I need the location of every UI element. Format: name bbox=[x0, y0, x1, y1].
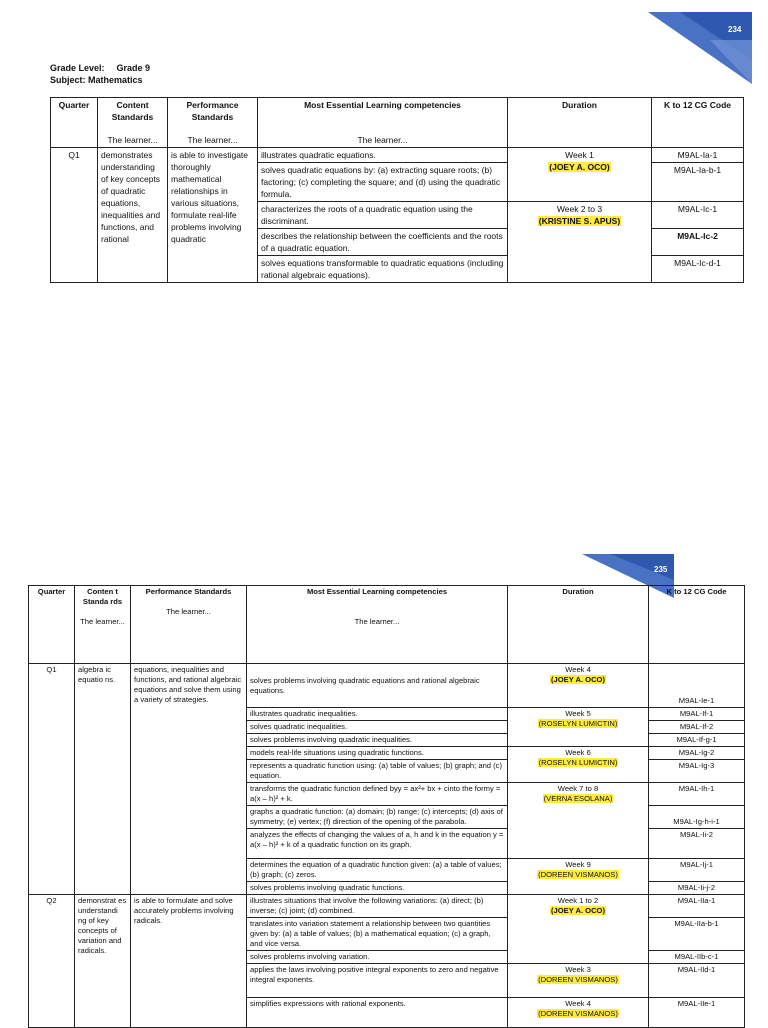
header-content-standards: Content Standards The learner... bbox=[98, 98, 168, 148]
competency-cell: analyzes the effects of changing the values of a, h and k in the equation y = a(x – h)² + k of a quadratic function on its graph. bbox=[247, 829, 508, 859]
code-cell: M9AL-If-1 bbox=[649, 708, 745, 721]
header-duration: Duration bbox=[508, 98, 652, 148]
page-number: 235 bbox=[654, 565, 668, 574]
code-cell: M9AL-Ig-h-i-1 bbox=[649, 806, 745, 829]
duration-cell: Week 1 to 2 (JOEY A. OCO) bbox=[508, 895, 649, 964]
code-cell: M9AL-IIa-b-1 bbox=[649, 918, 745, 951]
competency-cell: simplifies expressions with rational exponents. bbox=[247, 998, 508, 1028]
code-cell: M9AL-Ii-2 bbox=[649, 829, 745, 859]
curriculum-table-q1 bbox=[50, 97, 744, 283]
duration-cell: Week 7 to 8 (VERNA ESOLANA) bbox=[508, 783, 649, 859]
duration-cell: Week 3 (DOREEN VISMANOS) bbox=[508, 964, 649, 998]
competency-cell: represents a quadratic function using: (a) table of values; (b) graph; and (c) equation. bbox=[247, 760, 508, 783]
code-cell: M9AL-Ig-2 bbox=[649, 747, 745, 760]
competency-cell: solves quadratic inequalities. bbox=[247, 721, 508, 734]
competency-cell: describes the relationship between the coefficients and the roots of a quadratic equation. bbox=[258, 229, 508, 256]
code-cell: M9AL-Ii-j-2 bbox=[649, 882, 745, 895]
curriculum-table-q1-q2 bbox=[28, 585, 745, 1028]
quarter-cell: Q1 bbox=[51, 148, 98, 283]
header-performance-standards: Performance Standards The learner... bbox=[168, 98, 258, 148]
performance-standard-cell: is able to formulate and solve accurately problems involving radicals. bbox=[131, 895, 247, 1028]
table-row bbox=[29, 895, 745, 918]
competency-cell: applies the laws involving positive integral exponents to zero and negative integral exponents. bbox=[247, 964, 508, 998]
teacher-highlight: (JOEY A. OCO) bbox=[550, 675, 605, 684]
code-cell: M9AL-Ic-1 bbox=[652, 202, 744, 229]
header-duration: Duration bbox=[508, 586, 649, 664]
competency-cell: solves problems involving quadratic functions. bbox=[247, 882, 508, 895]
page-corner-banner bbox=[640, 0, 768, 90]
competency-cell: solves equations transformable to quadratic equations (including rational algebraic equations). bbox=[258, 256, 508, 283]
code-cell: M9AL-Ic-2 bbox=[652, 229, 744, 256]
competency-cell: characterizes the roots of a quadratic equation using the discriminant. bbox=[258, 202, 508, 229]
header-competencies: Most Essential Learning competencies The learner... bbox=[258, 98, 508, 148]
grade-label: Grade Level: bbox=[50, 63, 105, 73]
code-cell: M9AL-IIb-c-1 bbox=[649, 951, 745, 964]
duration-cell: Week 9 (DOREEN VISMANOS) bbox=[508, 859, 649, 895]
header-code: K to 12 CG Code bbox=[649, 586, 745, 664]
code-cell: M9AL-IIa-1 bbox=[649, 895, 745, 918]
competency-cell: solves problems involving quadratic inequalities. bbox=[247, 734, 508, 747]
duration-cell: Week 4 (DOREEN VISMANOS) bbox=[508, 998, 649, 1028]
competency-cell: solves quadratic equations by: (a) extracting square roots; (b) factoring; (c) completing the square; and (d) using the quadratic formula. bbox=[258, 163, 508, 202]
code-cell: M9AL-Ie-1 bbox=[649, 664, 745, 708]
content-standard-cell: demonstrat es understandi ng of key concepts of variation and radicals. bbox=[75, 895, 131, 1028]
header-content-standards: Conten t Standa rds The learner... bbox=[75, 586, 131, 664]
teacher-highlight: (DOREEN VISMANOS) bbox=[538, 975, 618, 984]
competency-cell: models real-life situations using quadratic functions. bbox=[247, 747, 508, 760]
duration-cell: Week 6 (ROSELYN LUMICTIN) bbox=[508, 747, 649, 783]
subject-label: Subject: Mathematics bbox=[50, 75, 143, 85]
competency-cell: transforms the quadratic function defined byy = ax²+ bx + cinto the formy = a(x – h)² + k. bbox=[247, 783, 508, 806]
code-cell: M9AL-Ia-1 bbox=[652, 148, 744, 163]
grade-value: Grade 9 bbox=[116, 63, 151, 73]
teacher-highlight: (JOEY A. OCO) bbox=[549, 162, 610, 172]
code-cell: M9AL-If-2 bbox=[649, 721, 745, 734]
teacher-highlight: (DOREEN VISMANOS) bbox=[538, 870, 618, 879]
teacher-highlight: (ROSELYN LUMICTIN) bbox=[538, 758, 618, 767]
header-competencies: Most Essential Learning competencies The learner... bbox=[247, 586, 508, 664]
code-cell: M9AL-IId-1 bbox=[649, 964, 745, 998]
table-header-row bbox=[51, 98, 744, 148]
duration-cell: Week 5 (ROSELYN LUMICTIN) bbox=[508, 708, 649, 747]
competency-cell: translates into variation statement a relationship between two quantities given by: (a) a table of values; (b) a mathematical equation; (c) a graph, and vice versa. bbox=[247, 918, 508, 951]
content-standard-cell: algebra ic equatio ns. bbox=[75, 664, 131, 895]
competency-cell: graphs a quadratic function: (a) domain; (b) range; (c) intercepts; (d) axis of symmetry; (e) vertex; (f) direction of the opening of the parabola. bbox=[247, 806, 508, 829]
document-meta bbox=[50, 62, 150, 86]
competency-cell: illustrates situations that involve the following variations: (a) direct; (b) inverse; (c) joint; (d) combined. bbox=[247, 895, 508, 918]
performance-standard-cell: equations, inequalities and functions, and rational algebraic equations and solve them using a variety of strategies. bbox=[131, 664, 247, 895]
code-cell: M9AL-Ig-3 bbox=[649, 760, 745, 783]
competency-cell: determines the equation of a quadratic function given: (a) a table of values; (b) graph; (c) zeros. bbox=[247, 859, 508, 882]
teacher-highlight: (ROSELYN LUMICTIN) bbox=[538, 719, 618, 728]
duration-cell: Week 4 (JOEY A. OCO) bbox=[508, 664, 649, 708]
table-header-row bbox=[29, 586, 745, 664]
header-quarter: Quarter bbox=[51, 98, 98, 148]
header-quarter: Quarter bbox=[29, 586, 75, 664]
header-performance-standards: Performance Standards The learner... bbox=[131, 586, 247, 664]
code-cell: M9AL-Ih-1 bbox=[649, 783, 745, 806]
code-cell: M9AL-Ij-1 bbox=[649, 859, 745, 882]
code-cell: M9AL-Ic-d-1 bbox=[652, 256, 744, 283]
teacher-highlight: (KRISTINE S. APUS) bbox=[538, 216, 621, 226]
quarter-cell: Q2 bbox=[29, 895, 75, 1028]
duration-cell: Week 1 (JOEY A. OCO) bbox=[508, 148, 652, 202]
table-row bbox=[29, 664, 745, 708]
code-cell: M9AL-IIe-1 bbox=[649, 998, 745, 1028]
duration-cell: Week 2 to 3 (KRISTINE S. APUS) bbox=[508, 202, 652, 283]
competency-cell: illustrates quadratic inequalities. bbox=[247, 708, 508, 721]
competency-cell: solves problems involving quadratic equations and rational algebraic equations. bbox=[247, 664, 508, 708]
teacher-highlight: (VERNA ESOLANA) bbox=[543, 794, 613, 803]
code-cell: M9AL-Ia-b-1 bbox=[652, 163, 744, 202]
code-cell: M9AL-If-g-1 bbox=[649, 734, 745, 747]
teacher-highlight: (JOEY A. OCO) bbox=[550, 906, 605, 915]
performance-standard-cell: is able to investigate thoroughly mathematical relationships in various situations, formulate real-life problems involving quadratic bbox=[168, 148, 258, 283]
teacher-highlight: (DOREEN VISMANOS) bbox=[538, 1009, 618, 1018]
content-standard-cell: demonstrates understanding of key concepts of quadratic equations, inequalities and functions, and rational bbox=[98, 148, 168, 283]
quarter-cell: Q1 bbox=[29, 664, 75, 895]
header-code: K to 12 CG Code bbox=[652, 98, 744, 148]
page-number: 234 bbox=[728, 25, 742, 34]
competency-cell: solves problems involving variation. bbox=[247, 951, 508, 964]
table-row bbox=[51, 148, 744, 163]
competency-cell: illustrates quadratic equations. bbox=[258, 148, 508, 163]
